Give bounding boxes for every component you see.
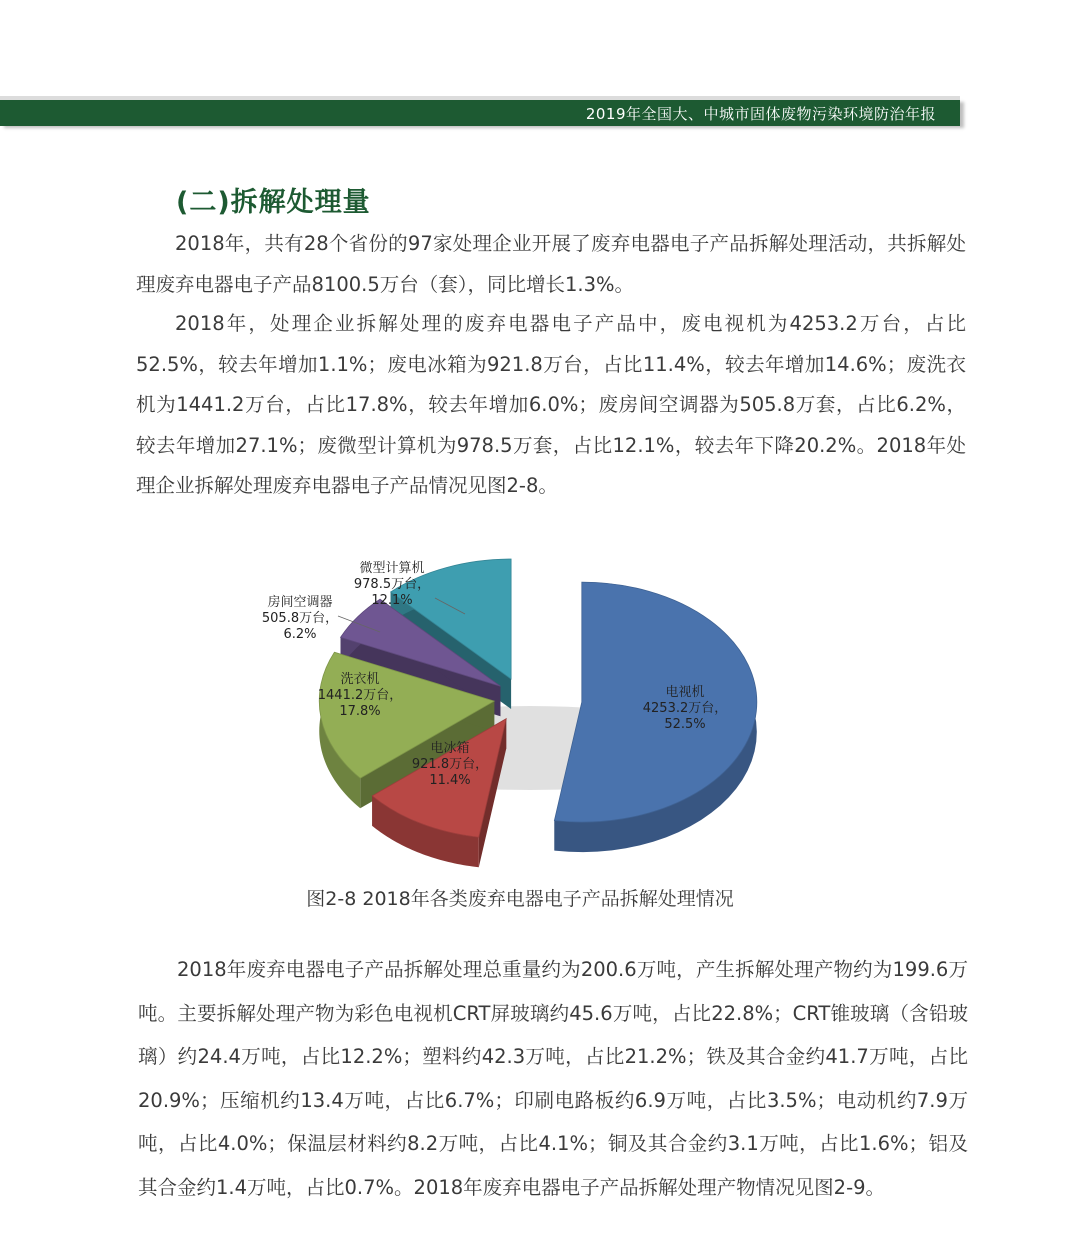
paragraph-1: 2018年，共有28个省份的97家处理企业开展了废弃电器电子产品拆解处理活动，共拆解处理废弃电器电子产品8100.5万台（套），同比增长1.3%。 bbox=[136, 232, 966, 296]
pie-label-3 bbox=[262, 594, 338, 642]
slice-name-label: 电视机 bbox=[665, 685, 705, 700]
header-title: 2019年全国大、中城市固体废物污染环境防治年报 bbox=[585, 105, 936, 123]
paragraph-2: 2018年，处理企业拆解处理的废弃电器电子产品中，废电视机为4253.2万台，占比52.5%，较去年增加1.1%；废电冰箱为921.8万台，占比11.4%，较去年增加14.6%；废洗衣机为1441.2万台，占比17.8%，较去年增加6.0%；废房间空调器为505.8万套，占比6.2%，较去年增加27.1%；废微型计算机为978.5万套，占比12.1%，较去年下降20.2%。2018年处理企业拆解处理废弃电器电子产品情况见图2-8。 bbox=[136, 312, 966, 497]
slice-name-label: 洗衣机 bbox=[340, 672, 380, 687]
header-bar bbox=[0, 100, 960, 126]
slice-value-label: 1441.2万台， bbox=[317, 688, 403, 703]
pie-chart bbox=[250, 548, 790, 868]
slice-percent-label: 17.8% bbox=[339, 704, 381, 719]
slice-value-label: 4253.2万台， bbox=[642, 701, 728, 716]
slice-value-label: 978.5万台， bbox=[353, 577, 431, 592]
slice-value-label: 921.8万台， bbox=[411, 757, 489, 772]
slice-percent-label: 12.1% bbox=[371, 593, 413, 608]
slice-name-label: 微型计算机 bbox=[359, 561, 425, 576]
slice-name-label: 电冰箱 bbox=[430, 741, 470, 756]
slice-percent-label: 6.2% bbox=[283, 627, 317, 642]
slice-percent-label: 11.4% bbox=[429, 773, 471, 788]
slice-name-label: 房间空调器 bbox=[267, 595, 333, 610]
pie-chart-container bbox=[250, 548, 790, 868]
figure-caption: 图2-8 2018年各类废弃电器电子产品拆解处理情况 bbox=[306, 888, 734, 910]
paragraph-3: 2018年废弃电器电子产品拆解处理总重量约为200.6万吨，产生拆解处理产物约为199.6万吨。主要拆解处理产物为彩色电视机CRT屏玻璃约45.6万吨，占比22.8%；CRT锥玻璃（含铅玻璃）约24.4万吨，占比12.2%；塑料约42.3万吨，占比21.2%；铁及其合金约41.7万吨，占比20.9%；压缩机约13.4万吨，占比6.7%；印刷电路板约6.9万吨，占比3.5%；电动机约7.9万吨，占比4.0%；保温层材料约8.2万吨，占比4.1%；铜及其合金约3.1万吨，占比1.6%；铝及其合金约1.4万吨，占比0.7%。2018年废弃电器电子产品拆解处理产物情况见图2-9。 bbox=[138, 958, 968, 1199]
section-title: (二)拆解处理量 bbox=[176, 187, 371, 218]
slice-value-label: 505.8万台， bbox=[261, 611, 339, 626]
slice-percent-label: 52.5% bbox=[664, 717, 706, 732]
pie-slice-0 bbox=[554, 582, 756, 852]
